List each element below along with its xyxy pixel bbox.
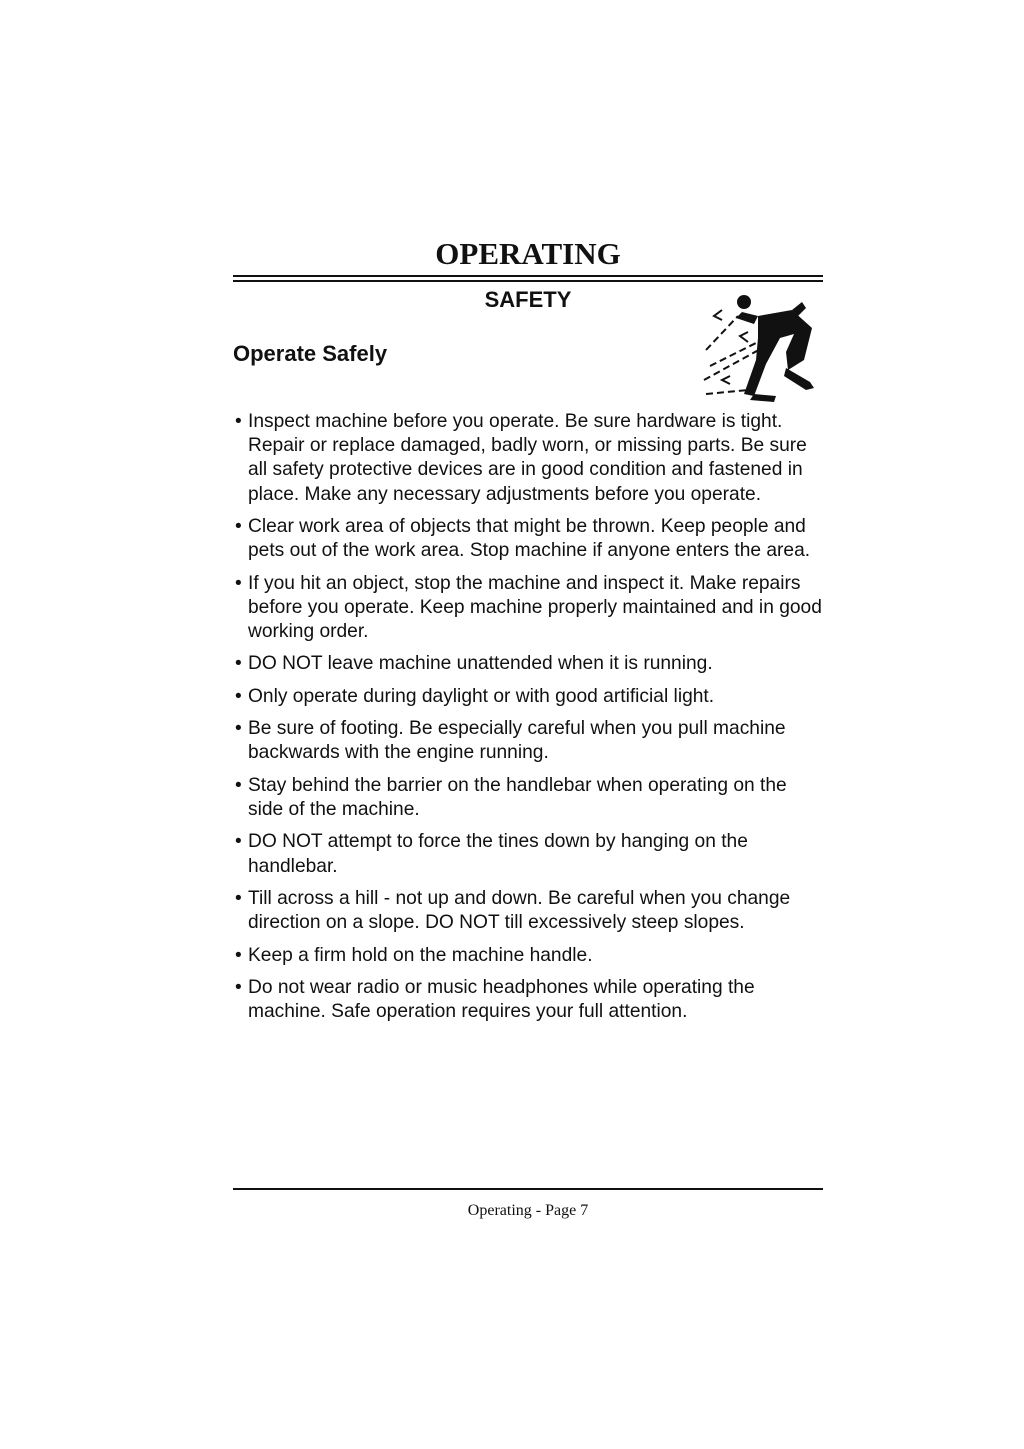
bullet-text: Clear work area of objects that might be thrown. Keep people and pets out of the work area. Stop machine if anyone enters the area. <box>248 516 811 562</box>
list-item <box>233 717 825 765</box>
safety-bullet-list <box>233 410 825 1033</box>
subsection-title: Operate Safely <box>233 341 388 366</box>
bullet-text: Till across a hill - not up and down. Be careful when you change direction on a slope. DO NOT till excessively steep slopes. <box>248 887 791 934</box>
bullet-dot: • <box>235 572 242 594</box>
list-item <box>233 685 825 709</box>
bullet-dot: • <box>235 831 242 853</box>
bullet-text: Stay behind the barrier on the handlebar when operating on the side of the machine. <box>248 774 787 820</box>
list-item <box>233 572 825 645</box>
bullet-dot: • <box>235 976 242 998</box>
bullet-text: If you hit an object, stop the machine and inspect it. Make repairs before you operate. Keep machine properly maintained and in good working order. <box>248 572 822 642</box>
bullet-dot: • <box>235 411 242 432</box>
bullet-text: DO NOT attempt to force the tines down by hanging on the handlebar. <box>248 831 748 877</box>
list-item <box>233 887 825 935</box>
page-title: OPERATING <box>435 236 621 271</box>
bullet-text: Only operate during daylight or with good artificial light. <box>248 685 715 707</box>
list-item <box>233 830 825 878</box>
section-title: SAFETY <box>484 287 572 312</box>
bullet-dot: • <box>235 718 242 740</box>
bullet-text: Be sure of footing. Be especially careful when you pull machine backwards with the engine running. <box>248 718 786 764</box>
bullet-text: Inspect machine before you operate. Be sure hardware is tight. Repair or replace damaged, badly worn, or missing parts. Be sure all safety protective devices are in good condition and fastened in place. Make any necessary adjustments before you operate. <box>248 411 807 505</box>
bullet-text: Do not wear radio or music headphones while operating the machine. Safe operation requires your full attention. <box>248 976 755 1023</box>
list-item <box>233 410 825 507</box>
bullet-dot: • <box>235 887 242 909</box>
page-footer: Operating - Page 7 <box>467 1202 589 1219</box>
bullet-dot: • <box>235 653 242 675</box>
bullet-text: DO NOT leave machine unattended when it is running. <box>248 653 713 675</box>
title-double-rule <box>233 275 823 282</box>
bullet-dot: • <box>235 685 242 707</box>
bullet-dot: • <box>235 516 242 537</box>
bullet-text: Keep a firm hold on the machine handle. <box>248 944 593 966</box>
list-item <box>233 944 825 968</box>
thrown-objects-hazard-icon <box>700 290 822 402</box>
list-item <box>233 652 825 676</box>
list-item <box>233 976 825 1024</box>
list-item <box>233 515 825 563</box>
list-item <box>233 774 825 822</box>
bullet-dot: • <box>235 944 242 966</box>
bullet-dot: • <box>235 774 242 796</box>
footer-rule <box>233 1188 823 1190</box>
